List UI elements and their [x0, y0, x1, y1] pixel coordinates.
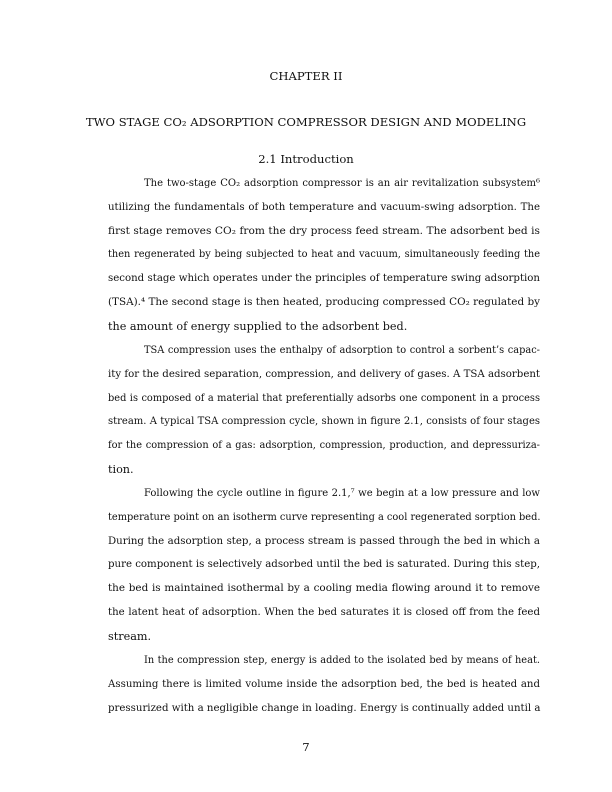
paragraph-4 [108, 649, 540, 720]
text-line: utilizing the fundamentals of both temperature and vacuum-swing adsorption. The [108, 201, 540, 213]
text-line: In the compression step, energy is added to the isolated bed by means of heat. [144, 655, 540, 666]
text-line: ity for the desired separation, compression, and delivery of gases. A TSA adsorbent [108, 368, 540, 380]
text-line: temperature point on an isotherm curve representing a cool regenerated sorption bed. [108, 511, 541, 523]
text-line: first stage removes CO₂ from the dry process feed stream. The adsorbent bed is [108, 224, 540, 237]
text-line: for the compression of a gas: adsorption, compression, production, and depressuriza- [108, 440, 540, 452]
text-line: second stage which operates under the principles of temperature swing adsorption [108, 273, 540, 285]
text-line: Assuming there is limited volume inside the adsorption bed, the bed is heated and [108, 678, 540, 690]
paragraph-1 [108, 172, 540, 339]
chapter-label: CHAPTER II [269, 69, 343, 83]
text-line: the latent heat of adsorption. When the bed saturates it is closed off from the feed [108, 606, 540, 618]
text-line: the amount of energy supplied to the adsorbent bed. [108, 319, 408, 333]
chapter-title: TWO STAGE CO₂ ADSORPTION COMPRESSOR DESIGN AND MODELING [85, 115, 527, 129]
text-line: tion. [108, 462, 134, 476]
text-line: TSA compression uses the enthalpy of adsorption to control a sorbent’s capac- [144, 345, 540, 356]
section-heading: 2.1 Introduction [258, 152, 354, 166]
text-line: pressurized with a negligible change in loading. Energy is continually added until a [108, 702, 541, 714]
text-line: During the adsorption step, a process stream is passed through the bed in which a [108, 535, 540, 547]
text-line: Following the cycle outline in figure 2.1,⁷ we begin at a low pressure and low [144, 488, 540, 499]
text-line: pure component is selectively adsorbed until the bed is saturated. During this step, [108, 559, 540, 571]
paragraph-3 [108, 482, 540, 649]
text-line: stream. [108, 629, 152, 643]
text-line: then regenerated by being subjected to heat and vacuum, simultaneously feeding the [108, 249, 540, 261]
paragraph-2 [108, 339, 540, 482]
text-line: The two-stage CO₂ adsorption compressor is an air revitalization subsystem⁶ [144, 178, 540, 189]
page-number: 7 [302, 740, 310, 754]
text-line: (TSA).⁴ The second stage is then heated, producing compressed CO₂ regulated by [108, 295, 540, 308]
text-line: the bed is maintained isothermal by a cooling media flowing around it to remove [108, 582, 540, 595]
text-line: bed is composed of a material that preferentially adsorbs one component in a process [108, 392, 540, 404]
text-line: stream. A typical TSA compression cycle, shown in figure 2.1, consists of four stages [108, 416, 540, 428]
